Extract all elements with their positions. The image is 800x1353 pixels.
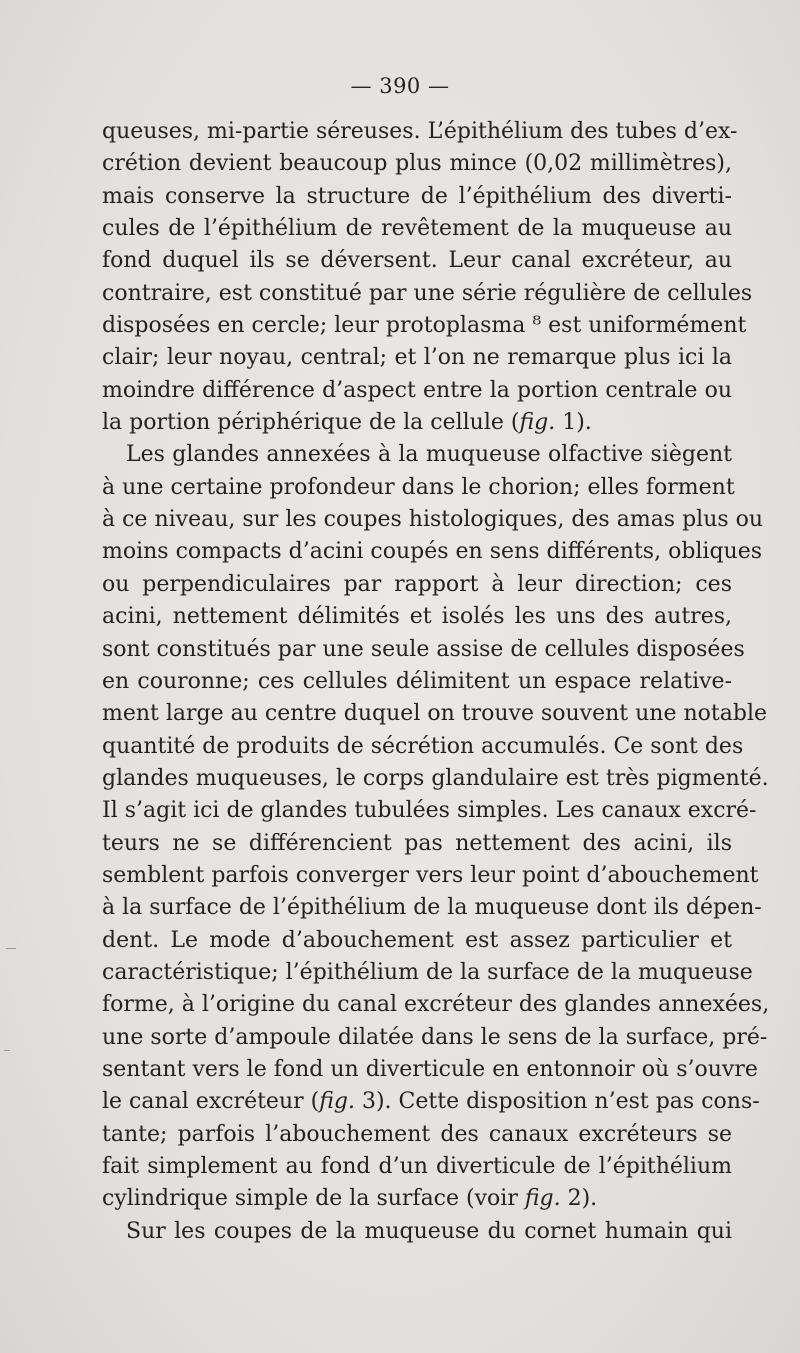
text-line: Les glandes annexées à la muqueuse olfactive siègent — [126, 442, 732, 468]
text-line: queuses, mi-partie séreuses. L’épithélium des tubes d’ex- — [102, 119, 738, 144]
paragraph-2 — [102, 439, 770, 1215]
text-line: mais conserve la structure de l’épithélium des diverti- — [102, 183, 732, 209]
text-line: sentant vers le fond un diverticule en entonnoir où s’ouvre — [102, 1056, 758, 1082]
text-line: caractéristique; l’épithélium de la surface de la muqueuse — [102, 959, 753, 985]
text-line: ou perpendiculaires par rapport à leur direction; ces — [102, 571, 732, 597]
text-line: une sorte d’ampoule dilatée dans le sens de la surface, pré- — [102, 1024, 768, 1050]
margin-mark — [4, 1050, 10, 1051]
text-line: en couronne; ces cellules délimitent un espace relative- — [102, 668, 732, 694]
text-line: tante; parfois l’abouchement des canaux excréteurs se — [102, 1121, 732, 1147]
paragraph-3 — [102, 1216, 732, 1248]
text-line: à la surface de l’épithélium de la muqueuse dont ils dépen- — [102, 895, 762, 921]
text-line: moindre différence d’aspect entre la portion centrale ou — [102, 377, 732, 403]
text-line: sont constitués par une seule assise de cellules disposées — [102, 636, 745, 662]
text-line: forme, à l’origine du canal excréteur des glandes annexées, — [102, 992, 770, 1018]
text-line: semblent parfois converger vers leur point d’abouchement — [102, 862, 759, 888]
text-line: cylindrique simple de la surface (voir fig. 2). — [102, 1186, 598, 1212]
text-line: crétion devient beaucoup plus mince (0,02 millimètres), — [102, 151, 732, 177]
text-line: quantité de produits de sécrétion accumulés. Ce sont des — [102, 733, 744, 759]
text-line: glandes muqueuses, le corps glandulaire est très pigmenté. — [102, 765, 769, 791]
text-line: fait simplement au fond d’un diverticule de l’épithélium — [102, 1154, 732, 1179]
text-line: clair; leur noyau, central; et l’on ne remarque plus ici la — [102, 345, 732, 371]
text-line: cules de l’épithélium de revêtement de la muqueuse au — [102, 216, 732, 242]
text-line: acini, nettement délimités et isolés les uns des autres, — [102, 604, 732, 630]
body-text — [102, 116, 770, 1248]
text-line: fond duquel ils se déversent. Leur canal excréteur, au — [102, 248, 732, 274]
text-line: moins compacts d’acini coupés en sens différents, obliques — [102, 539, 763, 565]
margin-mark — [6, 948, 16, 949]
text-line: le canal excréteur (fig. 3). Cette disposition n’est pas cons- — [102, 1089, 760, 1115]
paragraph-1 — [102, 116, 753, 439]
text-line: contraire, est constitué par une série régulière de cellules — [102, 280, 753, 306]
text-line: teurs ne se différencient pas nettement des acini, ils — [102, 830, 732, 856]
text-line: disposées en cercle; leur protoplasma ⁸ est uniformément — [102, 313, 747, 339]
text-line: la portion périphérique de la cellule (fig. 1). — [102, 410, 592, 436]
page-number: — 390 — — [350, 74, 450, 98]
text-line: ment large au centre duquel on trouve souvent une notable — [102, 701, 767, 727]
text-line: à une certaine profondeur dans le chorion; elles forment — [102, 474, 735, 500]
text-line: Sur les coupes de la muqueuse du cornet humain qui — [126, 1218, 732, 1244]
text-line: à ce niveau, sur les coupes histologiques, des amas plus ou — [102, 507, 764, 533]
text-line: dent. Le mode d’abouchement est assez particulier et — [102, 927, 732, 953]
text-line: Il s’agit ici de glandes tubulées simples. Les canaux excré- — [102, 798, 757, 824]
